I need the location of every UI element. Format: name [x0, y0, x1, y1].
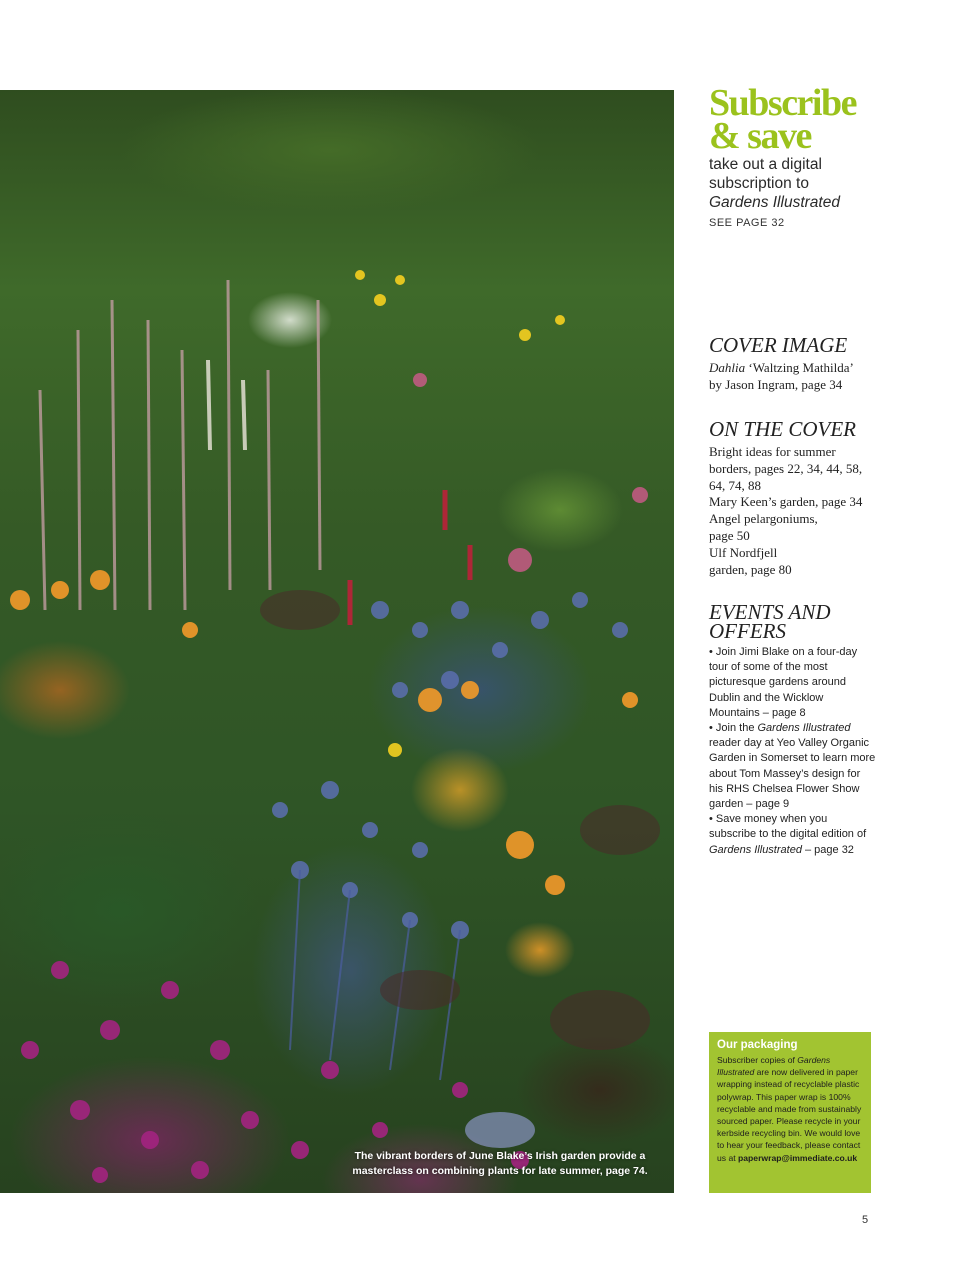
cover-image-credit	[709, 360, 884, 394]
event-text: – page 32	[801, 843, 854, 856]
magazine-name: Gardens Illustrated	[709, 194, 840, 211]
subscribe-heading	[709, 82, 884, 157]
packaging-heading: Our packaging	[717, 1039, 798, 1051]
magazine-name: Gardens Illustrated	[709, 843, 802, 856]
packaging-text-pre: Subscriber copies of	[717, 1055, 798, 1065]
event-text: • Save money when you subscribe to the digital edition of	[709, 813, 867, 841]
on-the-cover-list	[709, 444, 881, 578]
on-cover-line: Mary Keen’s garden, page 34	[709, 494, 863, 510]
events-heading-line2: OFFERS	[709, 619, 786, 643]
event-item	[709, 812, 877, 858]
subscribe-sub-line1: take out a digital	[709, 156, 822, 173]
subscribe-heading-line2: & save	[709, 115, 811, 157]
magazine-name: Gardens Illustrated	[717, 1055, 831, 1078]
cover-plant-cultivar: ‘Waltzing Mathilda’	[745, 360, 854, 375]
cover-image-line2: by Jason Ingram, page 34	[709, 376, 843, 392]
events-heading	[709, 600, 884, 643]
garden-photo-illustration	[0, 90, 674, 1193]
cover-image-heading: COVER IMAGE	[709, 333, 848, 357]
event-item: • Join Jimi Blake on a four-day tour of some of the most picturesque gardens around Dublin and the Wicklow Mountains – page 8	[709, 646, 858, 719]
event-text: reader day at Yeo Valley Organic Garden in Somerset to learn more about Tom Massey’s design for his RHS Chelsea Flower Show garden – page 9	[709, 737, 876, 811]
magazine-name: Gardens Illustrated	[757, 722, 851, 735]
garden-photo	[0, 90, 674, 1193]
events-list	[709, 645, 877, 858]
photo-caption: The vibrant borders of June Blake’s Irish garden provide a masterclass on combining plants for late summer, page 74.	[352, 1150, 648, 1177]
on-cover-line: 64, 74, 88	[709, 477, 761, 493]
on-cover-line: Angel pelargoniums,	[709, 511, 818, 527]
event-item	[709, 721, 877, 812]
on-cover-line: Bright ideas for summer	[709, 444, 836, 459]
cover-plant-genus: Dahlia	[709, 360, 746, 375]
on-cover-line: garden, page 80	[709, 561, 792, 577]
cover-image-line1	[709, 360, 884, 377]
on-the-cover-heading: ON THE COVER	[709, 417, 856, 441]
on-cover-line: borders, pages 22, 34, 44, 58,	[709, 460, 863, 476]
subscribe-sub-magazine	[709, 193, 884, 212]
packaging-notice	[709, 1032, 871, 1193]
see-page-link[interactable]: SEE PAGE 32	[709, 217, 785, 229]
packaging-text-post: are now delivered in paper wrapping instead of recyclable plastic polywrap. This paper wrap is 100% recyclable and made from sustainably sourced paper. Please recycle in your kerbside recycling bin. We would love to hear your feedback, please contact us at	[717, 1067, 862, 1163]
subscribe-heading-line1: Subscribe	[709, 82, 856, 124]
subscribe-subtitle	[709, 155, 884, 212]
packaging-email-link[interactable]: paperwrap@immediate.co.uk	[738, 1152, 858, 1163]
events-heading-line1: EVENTS AND	[709, 600, 831, 624]
on-cover-line: Ulf Nordfjell	[709, 544, 778, 560]
on-cover-line: page 50	[709, 527, 750, 543]
subscribe-sub-line2: subscription to	[709, 175, 809, 192]
page-number: 5	[862, 1214, 869, 1226]
packaging-text	[717, 1054, 863, 1164]
event-text: • Join the	[709, 722, 758, 735]
